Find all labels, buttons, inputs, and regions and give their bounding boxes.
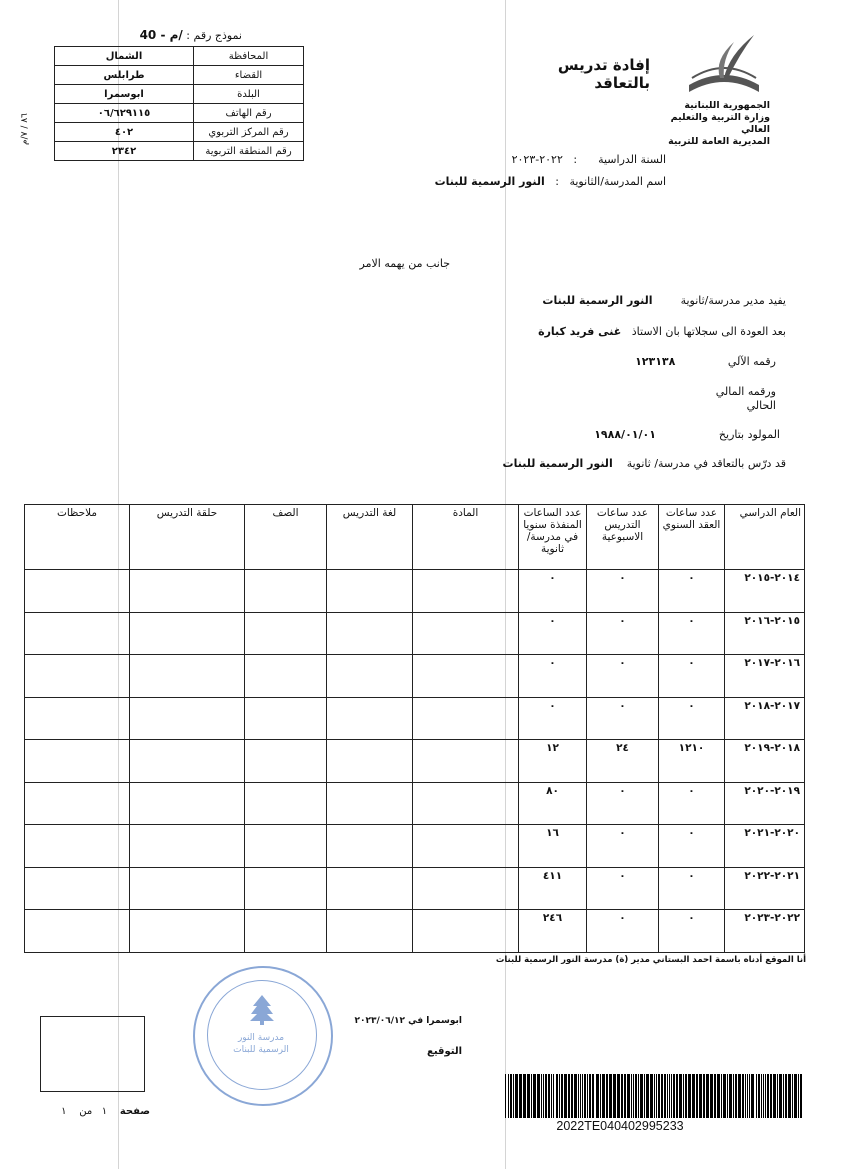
cell-contract: ٠ [659, 867, 725, 910]
school-label: اسم المدرسة/الثانوية [569, 175, 666, 188]
cell-empty [327, 612, 413, 655]
barcode-bar [800, 1074, 802, 1118]
barcode-bar [767, 1074, 769, 1118]
cell-year: ٢٠١٤-٢٠١٥ [725, 570, 805, 613]
cell-weekly: ٠ [587, 825, 659, 868]
barcode-bar [631, 1074, 632, 1118]
barcode-bar [515, 1074, 518, 1118]
academic-year-sep: : [573, 153, 578, 166]
cell-contract: ٠ [659, 570, 725, 613]
table-row [25, 740, 805, 783]
barcode-bar [658, 1074, 660, 1118]
cell-weekly: ٢٤ [587, 740, 659, 783]
barcode-bar [745, 1074, 746, 1118]
cell-contract: ٠ [659, 782, 725, 825]
cell-executed: ٠ [519, 655, 587, 698]
info-label: القضاء [194, 66, 304, 85]
cell-empty [245, 697, 327, 740]
info-row [55, 142, 304, 161]
taught-prefix: قد درّس بالتعاقد في مدرسة/ ثانوية [626, 457, 786, 470]
cell-empty [25, 782, 130, 825]
barcode-bar [513, 1074, 514, 1118]
info-label: رقم الهاتف [194, 104, 304, 123]
cedar-icon [249, 994, 275, 1026]
cell-executed: ١٢ [519, 740, 587, 783]
cell-weekly: ٠ [587, 782, 659, 825]
barcode-bar [644, 1074, 645, 1118]
auto-number-label: رقمه الآلي [727, 355, 776, 368]
cell-empty [413, 867, 519, 910]
cell-empty [130, 910, 245, 953]
school-line [420, 175, 666, 188]
barcode-bar [543, 1074, 544, 1118]
table-header-cell: الصف [245, 505, 327, 570]
barcode-bar [624, 1074, 626, 1118]
cell-empty [245, 655, 327, 698]
barcode-bar [733, 1074, 734, 1118]
birth-date-value: ١٩٨٨/٠١/٠١ [594, 428, 656, 441]
barcode-bar [559, 1074, 560, 1118]
page-of: من [79, 1106, 93, 1117]
barcode-bar [696, 1074, 698, 1118]
table-row [25, 612, 805, 655]
barcode-bar [519, 1074, 522, 1118]
cell-empty [130, 697, 245, 740]
taught-line [500, 457, 786, 470]
info-label: رقم المركز التربوي [194, 123, 304, 142]
barcode-bar [640, 1074, 643, 1118]
cell-empty [245, 612, 327, 655]
barcode-bar [685, 1074, 687, 1118]
financial-number [700, 385, 776, 413]
cell-contract: ٠ [659, 697, 725, 740]
barcode-bar [621, 1074, 623, 1118]
cell-empty [245, 910, 327, 953]
barcode-bar [523, 1074, 526, 1118]
cell-year: ٢٠١٩-٢٠٢٠ [725, 782, 805, 825]
cell-contract: ١٢١٠ [659, 740, 725, 783]
barcode-bar [606, 1074, 608, 1118]
barcode-bar [669, 1074, 670, 1118]
barcode-bar [627, 1074, 630, 1118]
barcode-text: 2022TE040402995233 [556, 1119, 684, 1133]
page-current: ١ [101, 1106, 108, 1117]
page-title: إفادة تدريس بالتعاقد [557, 56, 650, 92]
cell-contract: ٠ [659, 910, 725, 953]
side-note: ٨٦ / ٧/م [20, 113, 30, 145]
logo-text [660, 100, 770, 148]
barcode-bar [798, 1074, 799, 1118]
barcode-bar [541, 1074, 542, 1118]
taught-value: النور الرسمية للبنات [502, 457, 613, 470]
barcode-bar [792, 1074, 793, 1118]
financial-number-label-1: ورقمه المالي [715, 385, 776, 398]
barcode-bar [710, 1074, 713, 1118]
cell-empty [413, 782, 519, 825]
barcode-bar [564, 1074, 567, 1118]
table-row [25, 655, 805, 698]
barcode-bar [714, 1074, 716, 1118]
form-number-label: نموذج رقم [193, 29, 242, 42]
barcode-bar [596, 1074, 599, 1118]
form-number-code: /م - 40 [139, 28, 183, 42]
birth-date-line [560, 428, 780, 441]
cell-weekly: ٠ [587, 697, 659, 740]
logo-line-3: المديرية العامة للتربية [668, 136, 770, 147]
info-table [54, 46, 304, 161]
signature-box [40, 1016, 145, 1092]
cell-empty [327, 910, 413, 953]
cell-empty [245, 740, 327, 783]
page-label: صفحة [119, 1106, 150, 1117]
signatory-text: أنا الموقع أدناه باسمة احمد البستاني مدير (ة) مدرسة النور الرسمية للبنات [495, 955, 806, 965]
auto-number-value: ١٢٣١٣٨ [635, 355, 676, 368]
barcode-bar [617, 1074, 620, 1118]
barcode-bar [635, 1074, 637, 1118]
info-value: ٠٦/٦٢٩١١٥ [55, 104, 194, 123]
cell-executed: ٨٠ [519, 782, 587, 825]
barcode-bar [531, 1074, 532, 1118]
school-sep: : [555, 175, 559, 188]
info-value: ٤٠٢ [55, 123, 194, 142]
academic-year-value: ٢٠٢٢-٢٠٢٣ [511, 153, 563, 166]
academic-year-line [440, 153, 666, 166]
table-header-cell: عدد الساعات المنفذة سنويا في مدرسة/ثانوية [519, 505, 587, 570]
barcode-bar [729, 1074, 732, 1118]
barcode-bar [650, 1074, 653, 1118]
barcode-icon [505, 1074, 803, 1118]
barcode-bar [751, 1074, 754, 1118]
barcode-bar [633, 1074, 634, 1118]
cell-empty [130, 867, 245, 910]
barcode-bar [638, 1074, 639, 1118]
cell-empty [245, 782, 327, 825]
cell-empty [327, 867, 413, 910]
cell-empty [25, 697, 130, 740]
cell-empty [327, 782, 413, 825]
table-header-cell: حلقة التدريس [130, 505, 245, 570]
cell-contract: ٠ [659, 825, 725, 868]
barcode-bar [679, 1074, 682, 1118]
cell-empty [130, 740, 245, 783]
body-line-1-prefix: يفيد مدير مدرسة/ثانوية [680, 294, 786, 307]
stamp-line-2: الرسمية للبنات [233, 1045, 289, 1055]
cell-year: ٢٠١٥-٢٠١٦ [725, 612, 805, 655]
cell-year: ٢٠٢٢-٢٠٢٣ [725, 910, 805, 953]
barcode-bar [602, 1074, 605, 1118]
table-row [25, 910, 805, 953]
table-row [25, 570, 805, 613]
cell-weekly: ٠ [587, 867, 659, 910]
barcode-bar [508, 1074, 509, 1118]
page-total: ١ [61, 1106, 67, 1117]
table-header-row [25, 505, 805, 570]
barcode-bar [673, 1074, 675, 1118]
cell-year: ٢٠١٦-٢٠١٧ [725, 655, 805, 698]
barcode-bar [613, 1074, 616, 1118]
cell-empty [413, 570, 519, 613]
barcode-bar [654, 1074, 655, 1118]
cell-empty [130, 825, 245, 868]
barcode-bar [537, 1074, 540, 1118]
info-row [55, 104, 304, 123]
cell-empty [413, 825, 519, 868]
info-value: الشمال [55, 47, 194, 66]
barcode-bar [735, 1074, 737, 1118]
barcode-bar [600, 1074, 601, 1118]
info-row [55, 47, 304, 66]
cell-empty [25, 612, 130, 655]
barcode-bar [553, 1074, 554, 1118]
barcode-bar [761, 1074, 762, 1118]
cell-empty [25, 655, 130, 698]
barcode-bar [783, 1074, 784, 1118]
barcode-bar [527, 1074, 530, 1118]
cell-empty [327, 740, 413, 783]
barcode-bar [794, 1074, 797, 1118]
page-number [40, 1106, 150, 1117]
barcode-bar [661, 1074, 663, 1118]
cell-empty [327, 825, 413, 868]
barcode-bar [738, 1074, 741, 1118]
barcode-bar [582, 1074, 583, 1118]
barcode-bar [580, 1074, 581, 1118]
cell-empty [327, 697, 413, 740]
barcode-bar [779, 1074, 782, 1118]
table-header-cell: العام الدراسي [725, 505, 805, 570]
info-label: رقم المنطقة التربوية [194, 142, 304, 161]
table-row [25, 825, 805, 868]
barcode-bar [561, 1074, 563, 1118]
barcode-bar [548, 1074, 550, 1118]
cell-contract: ٠ [659, 612, 725, 655]
barcode-bar [587, 1074, 588, 1118]
barcode-bar [773, 1074, 776, 1118]
cell-year: ٢٠٢٠-٢٠٢١ [725, 825, 805, 868]
barcode-bar [510, 1074, 512, 1118]
table-header-cell: عدد ساعات العقد السنوي [659, 505, 725, 570]
body-line-2-prefix: بعد العودة الى سجلاتها بان الاستاذ [631, 325, 786, 338]
cell-year: ٢٠٢١-٢٠٢٢ [725, 867, 805, 910]
cell-executed: ٤١١ [519, 867, 587, 910]
table-row [25, 867, 805, 910]
info-label: البلدة [194, 85, 304, 104]
barcode-bar [721, 1074, 722, 1118]
birth-date-label: المولود بتاريخ [718, 428, 780, 441]
barcode-bar [589, 1074, 591, 1118]
barcode-bar [777, 1074, 778, 1118]
cell-empty [130, 655, 245, 698]
cell-empty [413, 655, 519, 698]
cell-empty [130, 782, 245, 825]
form-number-sep: : [186, 29, 190, 42]
body-line-2-value: غنى فريد كبارة [538, 325, 622, 338]
barcode-bar [770, 1074, 772, 1118]
form-number [112, 28, 242, 42]
barcode-bar [706, 1074, 709, 1118]
financial-number-label-2: الحالي [746, 399, 776, 412]
cell-empty [25, 867, 130, 910]
barcode-bar [747, 1074, 748, 1118]
cell-empty [327, 655, 413, 698]
cell-empty [130, 570, 245, 613]
barcode-bar [667, 1074, 668, 1118]
info-value: ٢٣٤٢ [55, 142, 194, 161]
info-row [55, 123, 304, 142]
addressee: جانب من يهمه الامر [359, 257, 450, 270]
info-row [55, 66, 304, 85]
barcode-bar [785, 1074, 787, 1118]
cell-empty [413, 612, 519, 655]
place-date: ابوسمرا في ٢٠٢٣/٠٦/١٢ [354, 1016, 462, 1026]
barcode-bar [717, 1074, 720, 1118]
cell-empty [25, 910, 130, 953]
barcode-bar [742, 1074, 744, 1118]
cell-weekly: ٠ [587, 655, 659, 698]
barcode-bar [545, 1074, 547, 1118]
barcode-bar [574, 1074, 577, 1118]
cell-empty [245, 825, 327, 868]
barcode-bar [584, 1074, 586, 1118]
table-row [25, 782, 805, 825]
barcode-bar [692, 1074, 695, 1118]
body-line-1 [500, 294, 786, 307]
barcode-bar [763, 1074, 764, 1118]
table-header-cell: لغة التدريس [327, 505, 413, 570]
info-label: المحافظة [194, 47, 304, 66]
barcode-bar [571, 1074, 573, 1118]
table-header-cell: عدد ساعات التدريس الاسبوعية [587, 505, 659, 570]
cell-weekly: ٠ [587, 612, 659, 655]
barcode-bar [656, 1074, 657, 1118]
barcode-bar [756, 1074, 757, 1118]
barcode-bar [646, 1074, 649, 1118]
table-header-cell: المادة [413, 505, 519, 570]
barcode-bar [533, 1074, 536, 1118]
ministry-logo-icon [684, 30, 764, 100]
table-row [25, 697, 805, 740]
info-value: طرابلس [55, 66, 194, 85]
body-line-2 [500, 325, 786, 338]
barcode-bar [568, 1074, 570, 1118]
logo-line-1: الجمهورية اللبنانية [684, 100, 770, 111]
cell-executed: ٠ [519, 570, 587, 613]
barcode-bar [758, 1074, 760, 1118]
cell-empty [413, 740, 519, 783]
barcode-bar [671, 1074, 672, 1118]
cell-contract: ٠ [659, 655, 725, 698]
barcode-bar [723, 1074, 726, 1118]
barcode-bar [765, 1074, 766, 1118]
cell-empty [245, 570, 327, 613]
school-value: النور الرسمية للبنات [434, 175, 545, 188]
teaching-table [24, 504, 805, 953]
cell-empty [130, 612, 245, 655]
barcode-bar [788, 1074, 791, 1118]
barcode-bar [676, 1074, 678, 1118]
cell-empty [413, 697, 519, 740]
barcode-bar [578, 1074, 579, 1118]
signature-label: التوقيع [427, 1046, 462, 1057]
info-row [55, 85, 304, 104]
barcode-bar [688, 1074, 691, 1118]
body-line-1-value: النور الرسمية للبنات [542, 294, 653, 307]
cell-empty [25, 825, 130, 868]
barcode-bar [556, 1074, 558, 1118]
cell-executed: ٠ [519, 697, 587, 740]
barcode-bar [727, 1074, 728, 1118]
cell-weekly: ٠ [587, 910, 659, 953]
barcode-bar [551, 1074, 552, 1118]
table-header-cell: ملاحظات [25, 505, 130, 570]
cell-empty [327, 570, 413, 613]
cell-empty [413, 910, 519, 953]
barcode-bar [592, 1074, 594, 1118]
cell-weekly: ٠ [587, 570, 659, 613]
cell-empty [25, 740, 130, 783]
cell-executed: ١٦ [519, 825, 587, 868]
barcode-bar [609, 1074, 612, 1118]
info-value: ابوسمرا [55, 85, 194, 104]
official-stamp [193, 966, 333, 1106]
barcode-bar [703, 1074, 705, 1118]
barcode-bar [664, 1074, 666, 1118]
stamp-line-1: مدرسة النور [237, 1033, 285, 1043]
cell-empty [25, 570, 130, 613]
auto-number-line [600, 355, 776, 368]
academic-year-label: السنة الدراسية [598, 153, 666, 166]
barcode-bar [749, 1074, 750, 1118]
cell-year: ٢٠١٨-٢٠١٩ [725, 740, 805, 783]
cell-empty [245, 867, 327, 910]
barcode-bar [699, 1074, 702, 1118]
cell-executed: ٠ [519, 612, 587, 655]
barcode-bar [683, 1074, 684, 1118]
cell-executed: ٢٤٦ [519, 910, 587, 953]
cell-year: ٢٠١٧-٢٠١٨ [725, 697, 805, 740]
barcode-bar [505, 1074, 506, 1118]
logo-line-2: وزارة التربية والتعليم العالي [670, 112, 770, 135]
